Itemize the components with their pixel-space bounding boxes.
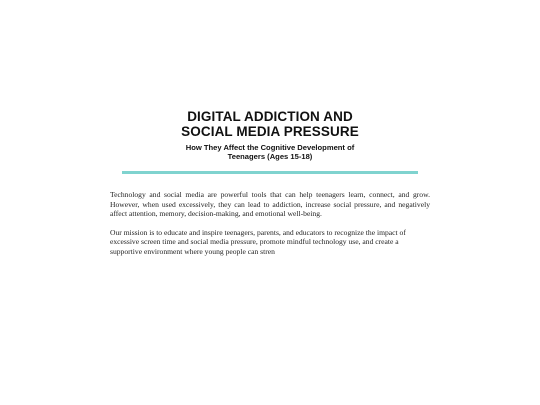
document-header bbox=[0, 109, 540, 161]
title-line-2: SOCIAL MEDIA PRESSURE bbox=[181, 124, 359, 139]
document-title bbox=[0, 109, 540, 139]
intro-paragraph: Technology and social media are powerful tools that can help teenagers learn, connect, and grow. However, when used excessively, they can lead to addiction, increase social pressure, and negatively affect attention, memory, decision-making, and emotional well-being. bbox=[110, 190, 430, 219]
subtitle-line-2: Teenagers (Ages 15-18) bbox=[227, 152, 313, 161]
title-line-1: DIGITAL ADDICTION AND bbox=[187, 109, 353, 124]
document-body bbox=[110, 190, 430, 266]
document-subtitle bbox=[0, 143, 540, 161]
mission-paragraph: Our mission is to educate and inspire teenagers, parents, and educators to recognize the impact of excessive screen time and social media pressure, promote mindful technology use, and create a supportive environment where young people can stren bbox=[110, 227, 406, 256]
subtitle-line-1: How They Affect the Cognitive Development of bbox=[185, 143, 355, 152]
title-divider bbox=[122, 171, 418, 174]
